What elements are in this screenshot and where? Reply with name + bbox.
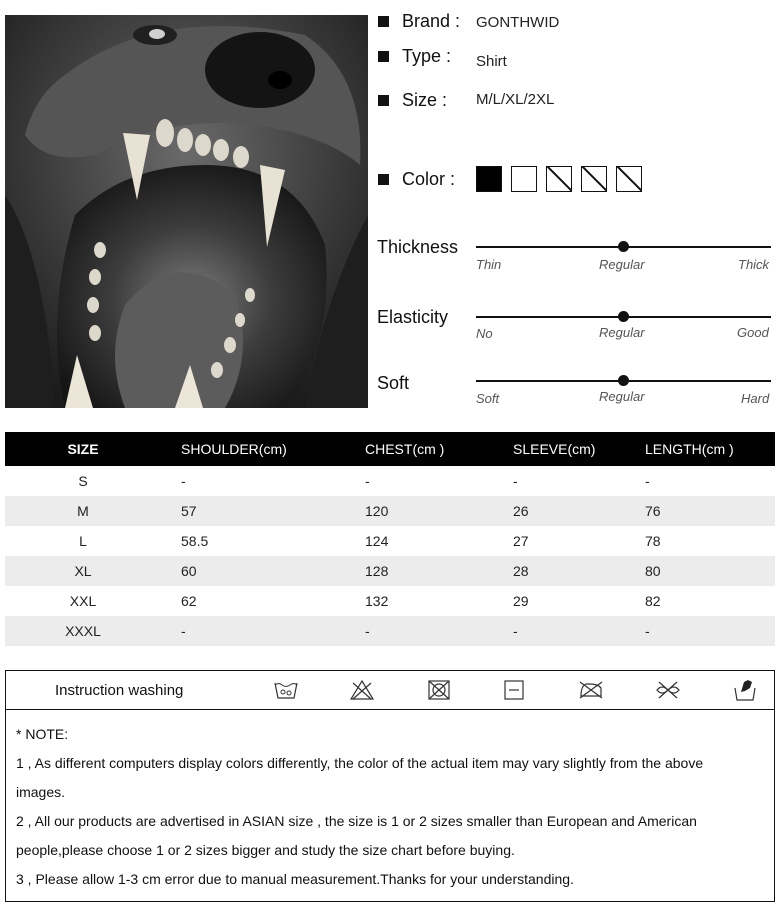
cell-size: XL bbox=[74, 563, 92, 579]
cell-size: XXXL bbox=[65, 623, 101, 639]
elasticity-max: Good bbox=[737, 325, 769, 340]
note-line: images. bbox=[16, 784, 66, 800]
type-row bbox=[378, 46, 451, 67]
cell-chest: - bbox=[365, 473, 370, 489]
cell-size: L bbox=[79, 533, 87, 549]
note-line: 1 , As different computers display colors differently, the color of the actual item may vary slightly from the above bbox=[16, 755, 704, 771]
snarling-dog-print bbox=[5, 15, 368, 408]
cell-length: - bbox=[645, 473, 650, 489]
table-row bbox=[5, 616, 775, 646]
cell-size: XXL bbox=[69, 593, 97, 609]
cell-chest: 132 bbox=[365, 593, 389, 609]
elasticity-mid: Regular bbox=[599, 325, 645, 340]
thickness-mid: Regular bbox=[599, 257, 645, 272]
thickness-label: Thickness bbox=[377, 237, 459, 257]
size-value: M/L/XL/2XL bbox=[476, 91, 555, 108]
table-header bbox=[5, 432, 775, 466]
cell-sleeve: 27 bbox=[513, 533, 529, 549]
header-size: SIZE bbox=[67, 441, 99, 457]
no-dry-clean-icon bbox=[655, 678, 681, 702]
thickness-max: Thick bbox=[738, 257, 770, 272]
elasticity-min: No bbox=[476, 326, 493, 341]
cell-chest: 124 bbox=[365, 533, 389, 549]
cell-shoulder: 58.5 bbox=[181, 533, 209, 549]
cell-sleeve: - bbox=[513, 473, 518, 489]
note-heading: * NOTE: bbox=[16, 726, 69, 742]
bullet-square bbox=[378, 95, 389, 106]
type-value: Shirt bbox=[476, 53, 507, 70]
header-chest: CHEST(cm ) bbox=[365, 441, 445, 457]
color-label: Color : bbox=[402, 169, 456, 189]
cell-shoulder: 60 bbox=[181, 563, 197, 579]
brand-label: Brand : bbox=[402, 11, 461, 31]
cell-shoulder: - bbox=[181, 623, 186, 639]
no-bleach-icon bbox=[349, 678, 375, 702]
cell-sleeve: 29 bbox=[513, 593, 529, 609]
softness-min: Soft bbox=[476, 391, 500, 406]
header-shoulder: SHOULDER(cm) bbox=[181, 441, 287, 457]
note-line: people,please choose 1 or 2 sizes bigger and study the size chart before buying. bbox=[16, 842, 515, 858]
color-swatch-white[interactable] bbox=[511, 166, 537, 192]
flat-dry-icon bbox=[501, 678, 527, 702]
color-swatches bbox=[476, 166, 642, 192]
cell-chest: 120 bbox=[365, 503, 389, 519]
cell-sleeve: - bbox=[513, 623, 518, 639]
header-length: LENGTH(cm ) bbox=[645, 441, 734, 457]
cell-shoulder: - bbox=[181, 473, 186, 489]
table-row bbox=[5, 496, 775, 526]
header-sleeve: SLEEVE(cm) bbox=[513, 441, 596, 457]
color-swatch-unavailable[interactable] bbox=[581, 166, 607, 192]
bullet-square bbox=[378, 51, 389, 62]
cell-size: M bbox=[77, 503, 89, 519]
color-swatch-unavailable[interactable] bbox=[546, 166, 572, 192]
cell-sleeve: 28 bbox=[513, 563, 529, 579]
elasticity-label: Elasticity bbox=[377, 307, 449, 327]
cell-chest: 128 bbox=[365, 563, 389, 579]
hand-wash-glove-icon bbox=[732, 678, 758, 702]
brand-row bbox=[378, 11, 460, 32]
cell-chest: - bbox=[365, 623, 370, 639]
cell-sleeve: 26 bbox=[513, 503, 529, 519]
table-row bbox=[5, 586, 775, 616]
cell-length: 80 bbox=[645, 563, 661, 579]
product-photo bbox=[5, 15, 368, 408]
note-line: 3 , Please allow 1-3 cm error due to manual measurement.Thanks for your understanding. bbox=[16, 871, 574, 887]
hand-wash-icon bbox=[273, 678, 299, 702]
bullet-square bbox=[378, 174, 389, 185]
cell-shoulder: 62 bbox=[181, 593, 197, 609]
size-label: Size : bbox=[402, 90, 448, 110]
washing-title: Instruction washing bbox=[55, 682, 184, 699]
softness-label: Soft bbox=[377, 373, 410, 393]
cell-length: - bbox=[645, 623, 650, 639]
softness-mid: Regular bbox=[599, 389, 645, 404]
table-row bbox=[5, 526, 775, 556]
size-row bbox=[378, 90, 447, 111]
no-iron-icon bbox=[578, 678, 604, 702]
elasticity-indicator bbox=[618, 311, 629, 322]
table-row bbox=[5, 556, 775, 586]
color-swatch-black[interactable] bbox=[476, 166, 502, 192]
no-tumble-dry-icon bbox=[426, 678, 452, 702]
softness-max: Hard bbox=[741, 391, 770, 406]
brand-value: GONTHWID bbox=[476, 14, 560, 31]
size-chart-table bbox=[5, 432, 775, 646]
note-panel bbox=[5, 710, 775, 902]
cell-length: 78 bbox=[645, 533, 661, 549]
type-label: Type : bbox=[402, 46, 452, 66]
softness-indicator bbox=[618, 375, 629, 386]
color-row bbox=[378, 169, 455, 190]
cell-length: 76 bbox=[645, 503, 661, 519]
thickness-min: Thin bbox=[476, 257, 502, 272]
cell-shoulder: 57 bbox=[181, 503, 197, 519]
bullet-square bbox=[378, 16, 389, 27]
note-line: 2 , All our products are advertised in ASIAN size , the size is 1 or 2 sizes smaller than European and American bbox=[16, 813, 697, 829]
table-row bbox=[5, 466, 775, 496]
color-swatch-unavailable[interactable] bbox=[616, 166, 642, 192]
cell-length: 82 bbox=[645, 593, 661, 609]
cell-size: S bbox=[78, 473, 88, 489]
washing-instructions-bar bbox=[5, 670, 775, 710]
thickness-indicator bbox=[618, 241, 629, 252]
